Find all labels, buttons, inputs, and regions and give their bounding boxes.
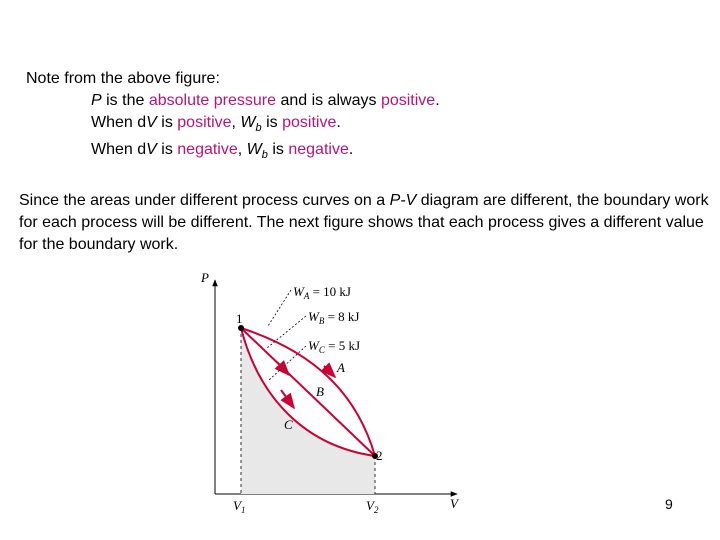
note-text: is	[261, 114, 283, 131]
pressure-symbol: P	[91, 92, 102, 109]
highlight-positive: positive	[282, 114, 337, 131]
note-heading: Note from the above figure:	[26, 70, 220, 87]
note-text: is	[156, 141, 178, 159]
wa-subscript: A	[303, 291, 310, 301]
wc-leader	[269, 346, 306, 380]
curve-c-arrow	[281, 390, 294, 408]
note-text: ,	[237, 141, 247, 159]
p-axis-label: P	[201, 270, 209, 285]
work-subscript: b	[261, 149, 268, 162]
state-1-label: 1	[236, 311, 243, 326]
work-symbol: W	[246, 141, 262, 159]
curve-b-label: B	[316, 384, 324, 399]
wa-value: = 10 kJ	[309, 284, 351, 299]
highlight-negative: negative	[288, 141, 349, 159]
v-axis-label: V	[450, 496, 458, 511]
note-text: is the	[101, 92, 149, 109]
v1-symbol: V	[233, 498, 241, 513]
pv-diagram	[195, 266, 475, 516]
paragraph-text: Since the areas under different process curves on a	[19, 192, 390, 209]
wc-value: = 5 kJ	[324, 338, 360, 353]
v1-subscript: 1	[240, 505, 246, 515]
volume-symbol: V	[146, 141, 157, 159]
work-subscript: b	[255, 122, 262, 135]
note-text: is	[267, 141, 289, 159]
curve-c-label: C	[284, 417, 293, 432]
highlight-positive: positive	[177, 114, 232, 131]
v2-symbol: V	[366, 498, 374, 513]
note-text: .	[336, 114, 341, 131]
pv-diagram-svg	[195, 266, 475, 516]
wc-label	[308, 338, 360, 355]
state-2-label: 2	[376, 448, 383, 463]
note-block	[26, 68, 440, 166]
curve-a-label: A	[337, 360, 345, 375]
volume-symbol: V	[146, 114, 157, 131]
note-line-3	[26, 139, 440, 166]
note-text: and is always	[276, 92, 381, 109]
note-line-1	[26, 90, 440, 112]
paragraph-text: diagram are different, the boundary work for each process will be different. The next figure shows that each process gives a different value for the boundary work.	[19, 192, 709, 253]
note-text: .	[435, 92, 440, 109]
highlight-positive: positive	[380, 92, 436, 109]
explanation-paragraph	[19, 190, 709, 256]
wb-leader	[267, 316, 306, 348]
wa-symbol: W	[293, 284, 304, 299]
wa-leader	[268, 290, 291, 326]
wb-subscript: B	[318, 316, 325, 326]
page-number: 9	[665, 496, 673, 512]
wb-value: = 8 kJ	[324, 309, 360, 324]
pv-term: P-V	[389, 192, 417, 209]
wb-symbol: W	[308, 309, 319, 324]
v1-label	[233, 498, 245, 515]
note-text: is	[156, 114, 178, 131]
wc-symbol: W	[308, 338, 319, 353]
highlight-absolute-pressure: absolute pressure	[148, 92, 276, 109]
v2-label	[366, 498, 379, 515]
note-text: When d	[91, 141, 147, 159]
wb-label	[308, 309, 359, 326]
work-symbol: W	[240, 114, 256, 131]
highlight-negative: negative	[177, 141, 238, 159]
note-text: ,	[231, 114, 241, 131]
note-text: .	[348, 141, 354, 159]
note-line-2	[26, 112, 440, 139]
wa-label	[293, 284, 351, 301]
wc-subscript: C	[318, 345, 325, 355]
note-text: When d	[91, 114, 147, 131]
curve-b-arrow	[277, 362, 289, 375]
v2-subscript: 2	[373, 505, 379, 515]
